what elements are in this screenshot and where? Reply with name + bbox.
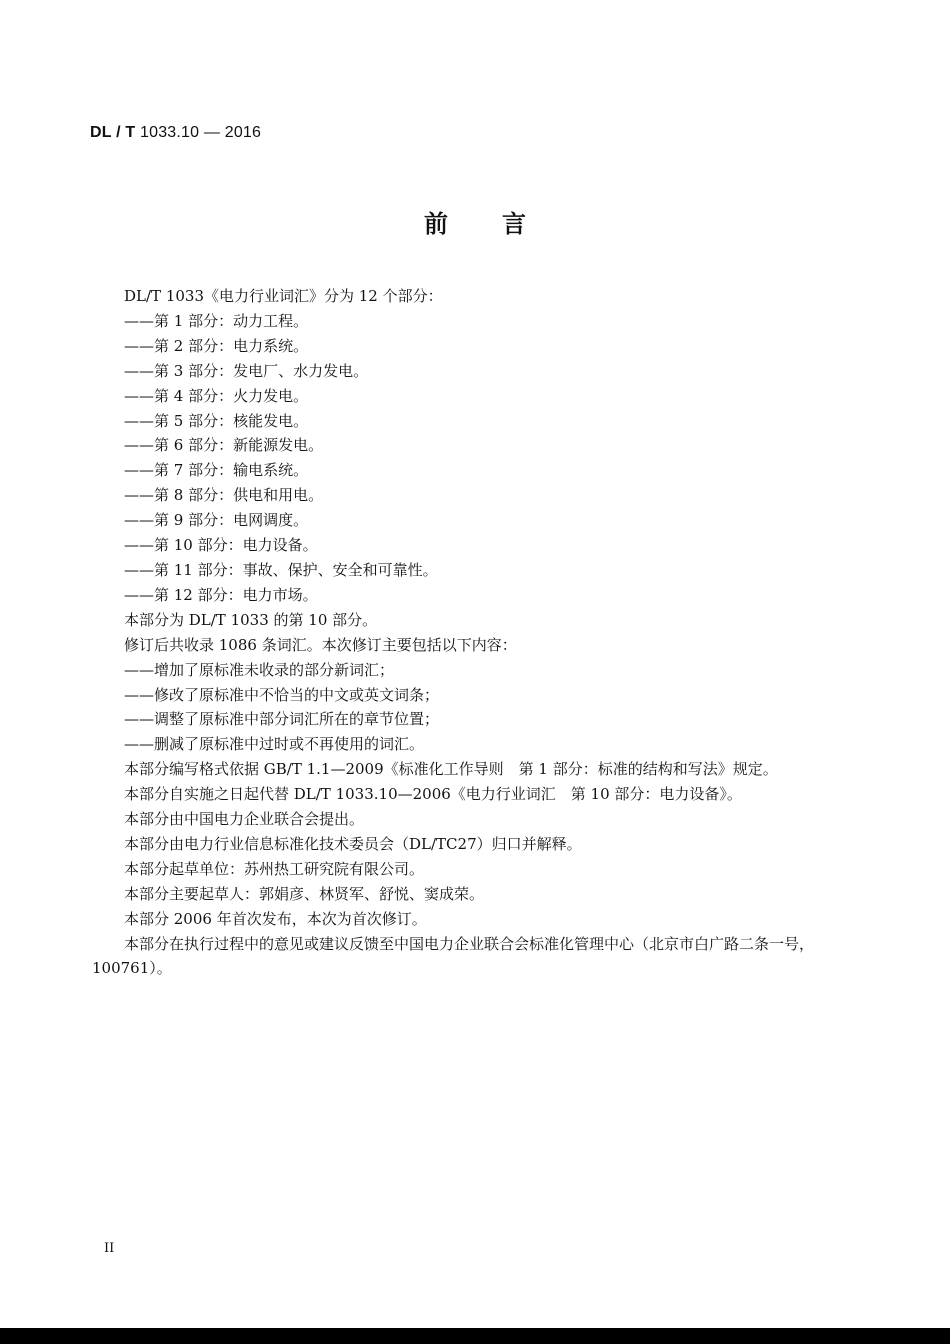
list-item-revision-3: ——调整了原标准中部分词汇所在的章节位置；: [124, 710, 440, 729]
list-item-revision-4: ——删减了原标准中过时或不再使用的词汇。: [124, 735, 425, 754]
bottom-border: [0, 1328, 950, 1344]
list-item-part-10: ——第 10 部分：电力设备。: [124, 536, 318, 555]
list-item-part-5: ——第 5 部分：核能发电。: [124, 411, 309, 430]
list-item-part-6: ——第 6 部分：新能源发电。: [124, 436, 324, 455]
paragraph-format-basis: 本部分编写格式依据 GB/T 1.1—2009《标准化工作导则 第 1 部分：标准的结构和写法》规定。: [124, 760, 778, 779]
page-title-char-2: 言: [502, 209, 526, 238]
paragraph-drafters: 本部分主要起草人：郭娟彦、林贤军、舒悦、窦成荣。: [124, 884, 485, 903]
paragraph-this-part: 本部分为 DL/T 1033 的第 10 部分。: [124, 610, 378, 629]
paragraph-replacement: 本部分自实施之日起代替 DL/T 1033.10—2006《电力行业词汇 第 10 部分：电力设备》。: [124, 785, 742, 804]
list-item-part-8: ——第 8 部分：供电和用电。: [124, 486, 324, 505]
page-title-char-1: 前: [424, 209, 448, 238]
paragraph-committee: 本部分由电力行业信息标准化技术委员会（DL/TC27）归口并解释。: [124, 834, 582, 853]
page-number: II: [104, 1241, 115, 1256]
document-code-prefix: DL / T: [90, 124, 136, 141]
paragraph-drafting-unit: 本部分起草单位：苏州热工研究院有限公司。: [124, 859, 425, 878]
list-item-part-11: ——第 11 部分：事故、保护、安全和可靠性。: [124, 560, 438, 579]
list-item-part-3: ——第 3 部分：发电厂、水力发电。: [124, 361, 369, 380]
list-item-revision-2: ——修改了原标准中不恰当的中文或英文词条；: [124, 685, 440, 704]
paragraph-feedback: 本部分在执行过程中的意见或建议反馈至中国电力企业联合会标准化管理中心（北京市白广路二条一号，100761）。: [92, 934, 815, 978]
list-item-part-9: ——第 9 部分：电网调度。: [124, 511, 309, 530]
foreword-body: [92, 284, 842, 981]
list-item-part-4: ——第 4 部分：火力发电。: [124, 386, 309, 405]
document-code-number: 1033.10 — 2016: [135, 124, 262, 141]
paragraph-revision-summary: 修订后共收录 1086 条词汇。本次修订主要包括以下内容：: [124, 635, 517, 654]
page-title: [0, 204, 950, 239]
list-item-revision-1: ——增加了原标准未收录的部分新词汇；: [124, 660, 395, 679]
paragraph-history: 本部分 2006 年首次发布，本次为首次修订。: [124, 909, 427, 928]
list-item-part-12: ——第 12 部分：电力市场。: [124, 585, 318, 604]
paragraph-proposer: 本部分由中国电力企业联合会提出。: [124, 810, 365, 829]
list-item-part-7: ——第 7 部分：输电系统。: [124, 461, 309, 480]
list-item-part-2: ——第 2 部分：电力系统。: [124, 336, 309, 355]
paragraph-intro: DL/T 1033《电力行业词汇》分为 12 个部分：: [124, 287, 443, 305]
document-code: [90, 124, 261, 142]
list-item-part-1: ——第 1 部分：动力工程。: [124, 311, 309, 330]
